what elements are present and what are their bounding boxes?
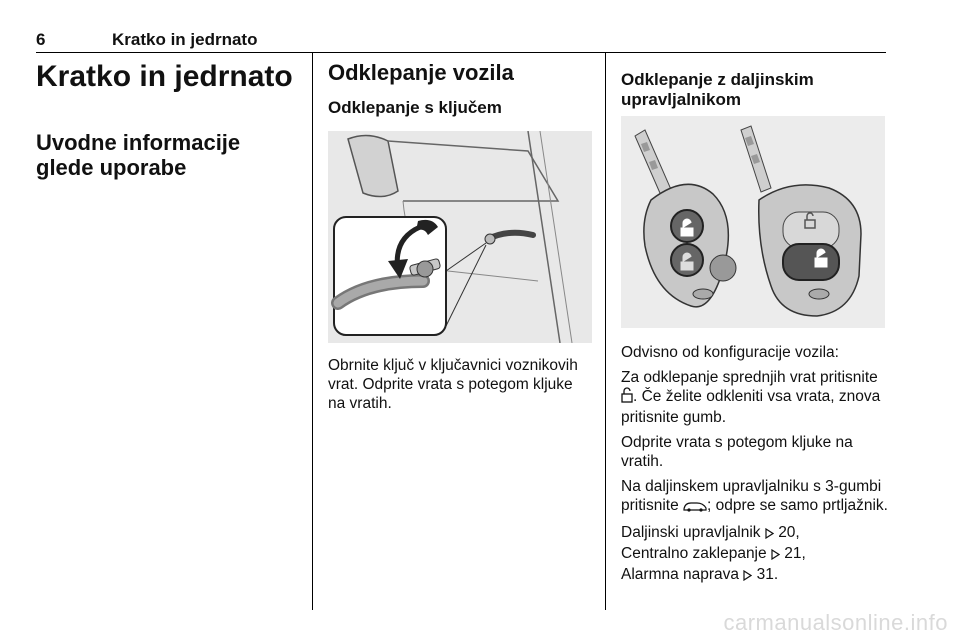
- door-handle-key-svg: [328, 131, 592, 343]
- watermark: carmanualsonline.info: [723, 610, 948, 635]
- triangle-right-icon: [743, 567, 752, 586]
- section-heading: Odklepanje vozila: [328, 60, 514, 85]
- unlock-instruction-end: . Če želite odkleniti vsa vrata, znova pritisnite gumb.: [621, 388, 881, 426]
- remote-heading-line2: upravljalnikom: [621, 90, 741, 109]
- door-lock-illustration: [328, 131, 592, 343]
- remote-keys-svg: [621, 116, 885, 328]
- remote-key-illustration: [621, 116, 885, 328]
- remote-text: [621, 343, 889, 586]
- handle-instruction: Odprite vrata s potegom kljuke na vratih.: [621, 434, 853, 470]
- cross-references: [621, 523, 889, 586]
- config-note: Odvisno od konfiguracije vozila:: [621, 344, 839, 361]
- remote-heading: [621, 70, 887, 110]
- triangle-right-icon: [765, 525, 774, 544]
- column-intro: [36, 60, 304, 180]
- remote-heading-line1: Odklepanje z daljinskim: [621, 70, 814, 89]
- column-divider-left: [312, 53, 313, 610]
- chapter-title: Kratko in jedrnato: [36, 60, 293, 93]
- unlock-instruction-start: Za odklepanje sprednjih vrat pritisnite: [621, 369, 878, 386]
- ref-alarm-system[interactable]: Alarmna naprava 31.: [621, 566, 778, 583]
- section-title-line2: glede uporabe: [36, 155, 187, 180]
- section-title: [36, 130, 304, 180]
- column-divider-right: [605, 53, 606, 610]
- subheading: Odklepanje s ključem: [328, 98, 502, 117]
- unlock-instruction: [621, 368, 889, 427]
- triangle-right-icon: [771, 546, 780, 565]
- trunk-instruction-end: ; odpre se samo prtljažnik.: [707, 497, 888, 514]
- ref-remote-control[interactable]: Daljinski upravljalnik 20,: [621, 524, 800, 541]
- page-number: 6: [36, 30, 46, 49]
- caption-block: [328, 356, 594, 413]
- unlock-icon: [621, 387, 633, 408]
- trunk-instruction: [621, 477, 889, 517]
- ref-central-locking[interactable]: Centralno zaklepanje 21,: [621, 545, 806, 562]
- trunk-instruction-start: Na daljinskem upravljalniku s 3-gumbi pritisnite: [621, 478, 882, 514]
- section-title-line1: Uvodne informacije: [36, 130, 241, 155]
- running-title: Kratko in jedrnato: [112, 30, 258, 49]
- column-remote: [621, 70, 887, 110]
- trunk-icon: [683, 498, 707, 517]
- figure-caption: Obrnite ključ v ključavnici voznikovih vrat. Odprite vrata s potegom kljuke na vratih.: [328, 357, 578, 412]
- page-header: [36, 30, 886, 53]
- column-unlock-key: [328, 60, 593, 118]
